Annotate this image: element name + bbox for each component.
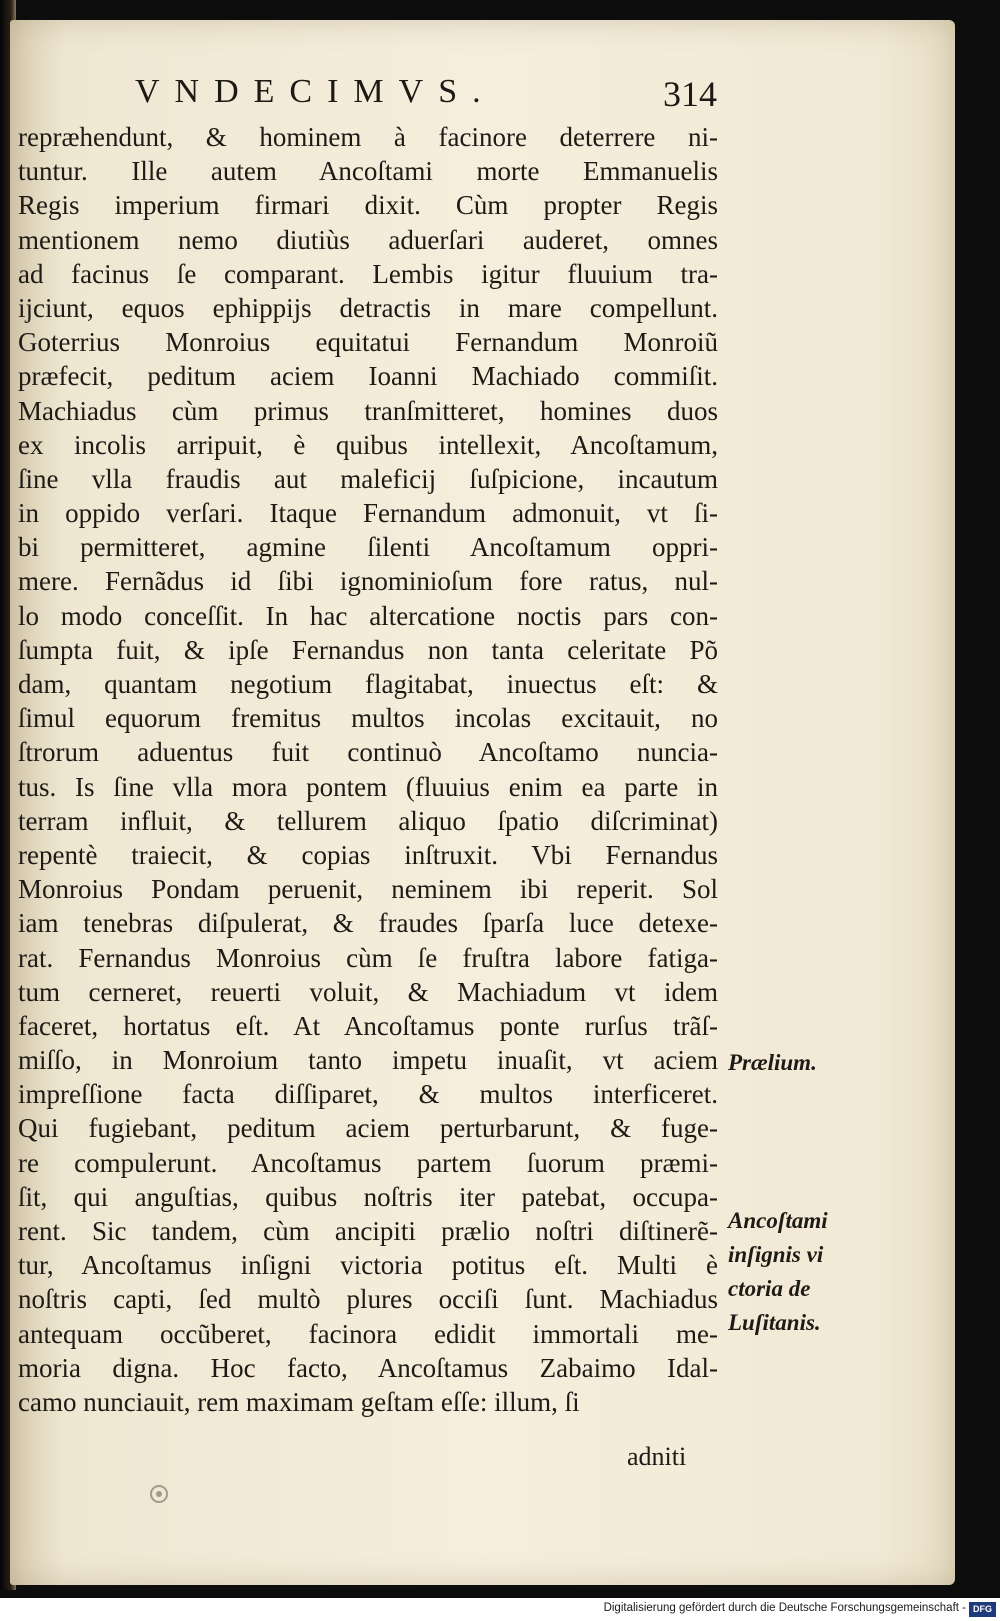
text-line: ſimul equorum fremitus multos incolas excitauit, no [18, 703, 718, 734]
text-line: tum cerneret, reuerti voluit, & Machiadum vt idem [18, 976, 718, 1007]
text-line: mentionem nemo diutiùs aduerſari auderet, omnes [18, 224, 718, 255]
text-line: antequam occũberet, facinora edidit immortali me- [18, 1318, 718, 1349]
text-line: ſumpta fuit, & ipſe Fernandus non tanta celeritate Põ [18, 634, 718, 665]
library-stamp-icon [150, 1485, 168, 1503]
text-line: ex incolis arripuit, è quibus intellexit, Ancoſtamum, [18, 429, 718, 460]
text-line: tus. Is ſine vlla mora pontem (fluuius enim ea parte in [18, 771, 718, 802]
dfg-logo: DFG [969, 1602, 996, 1617]
body-text [18, 120, 718, 1419]
margin-note-line: ctoria de [728, 1276, 811, 1301]
margin-note-line: Prӕlium. [728, 1050, 817, 1075]
text-line: rat. Fernandus Monroius cùm ſe fruſtra labore fatiga- [18, 942, 718, 973]
margin-note-proelium [728, 1046, 817, 1080]
text-line: ijciunt, equos ephippijs detractis in mare compellunt. [18, 292, 718, 323]
margin-note-victoria [728, 1204, 828, 1340]
text-line: miſſo, in Monroium tanto impetu inuaſit, vt aciem [18, 1045, 718, 1076]
margin-note-line: Ancoſtami [728, 1208, 828, 1233]
text-line: iam tenebras diſpulerat, & fraudes ſparſa luce detexe- [18, 908, 718, 939]
funding-credit: Digitalisierung gefördert durch die Deutsche Forschungsgemeinschaft - [603, 1602, 966, 1614]
text-line: mere. Fernãdus id ſibi ignominioſum fore ratus, nul- [18, 566, 718, 597]
text-line: prӕfecit, peditum aciem Ioanni Machiado commiſit. [18, 361, 718, 392]
margin-note-line: inſignis vi [728, 1242, 824, 1267]
text-line: lo modo conceſſit. In hac altercatione noctis pars con- [18, 600, 718, 631]
page-number: 314 [663, 74, 717, 114]
text-line: re compulerunt. Ancoſtamus partem ſuorum prӕmi- [18, 1147, 718, 1178]
text-line: ad facinus ſe comparant. Lembis igitur fluuium tra- [18, 258, 718, 289]
text-line: in oppido verſari. Itaque Fernandum admonuit, vt ſi- [18, 498, 718, 529]
text-line: reprӕhendunt, & hominem à facinore deterrere ni- [18, 122, 718, 152]
margin-note-line: Luſitanis. [728, 1310, 821, 1335]
text-line: impreſſione facta diſſiparet, & multos interficeret. [18, 1079, 718, 1110]
text-line: Regis imperium firmari dixit. Cùm propter Regis [18, 190, 718, 221]
text-line: noſtris capti, ſed multò plures occiſi ſunt. Machiadus [18, 1284, 718, 1315]
catchword: adniti [627, 1442, 687, 1471]
text-line: camo nunciauit, rem maximam geſtam eſſe: illum, ſi [18, 1386, 580, 1417]
running-title: VNDECIMVS. [135, 73, 496, 110]
text-line: ſine vlla fraudis aut maleficij ſuſpicione, incautum [18, 463, 718, 494]
text-line: Qui fugiebant, peditum aciem perturbarunt, & fuge- [18, 1113, 718, 1144]
text-line: tur, Ancoſtamus inſigni victoria potitus eſt. Multi è [18, 1250, 718, 1281]
text-line: Machiadus cùm primus tranſmitteret, homines duos [18, 395, 718, 426]
text-line: rent. Sic tandem, cùm ancipiti prӕlio noſtri diſtinerẽ- [18, 1216, 718, 1246]
text-line: ſit, qui anguſtias, quibus noſtris iter patebat, occupa- [18, 1181, 718, 1212]
text-line: tuntur. Ille autem Ancoſtami morte Emmanuelis [18, 156, 718, 187]
text-line: repentè traiecit, & copias inſtruxit. Vbi Fernandus [18, 839, 718, 870]
text-line: Monroius Pondam peruenit, neminem ibi reperit. Sol [18, 874, 718, 905]
text-line: moria digna. Hoc facto, Ancoſtamus Zabaimo Idal- [18, 1352, 718, 1383]
digitization-footer [0, 1598, 1000, 1621]
text-line: Goterrius Monroius equitatui Fernandum Monroiũ [18, 327, 718, 358]
text-line: faceret, hortatus eſt. At Ancoſtamus ponte rurſus trãſ- [18, 1010, 718, 1041]
text-line: bi permitteret, agmine ſilenti Ancoſtamum oppri- [18, 532, 718, 563]
text-line: ſtrorum aduentus fuit continuò Ancoſtamo nuncia- [18, 737, 718, 768]
text-line: dam, quantam negotium flagitabat, inuectus eſt: & [18, 669, 718, 699]
text-line: terram influit, & tellurem aliquo ſpatio diſcriminat) [18, 805, 718, 836]
